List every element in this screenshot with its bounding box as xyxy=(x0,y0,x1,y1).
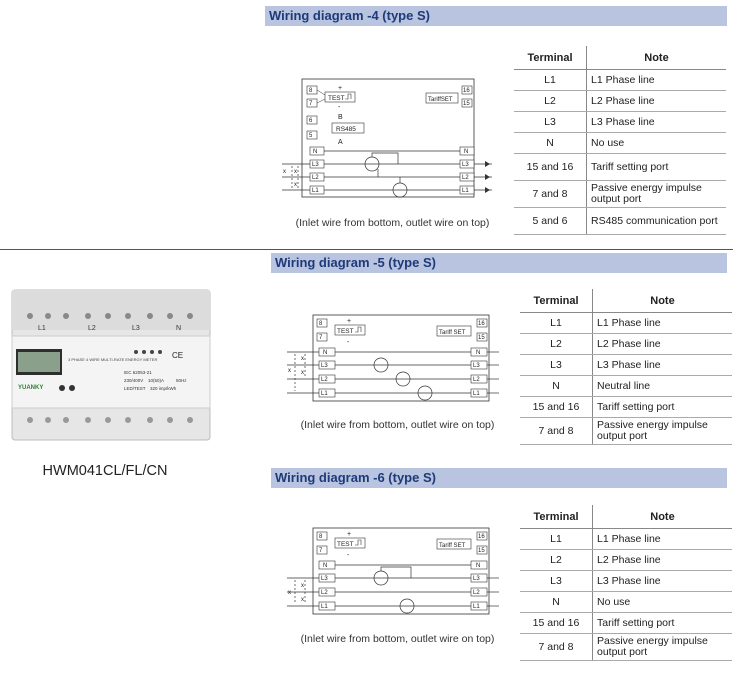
t4-right-n: N xyxy=(464,149,469,155)
svg-text:7: 7 xyxy=(319,548,323,554)
svg-text:L2: L2 xyxy=(473,590,480,596)
t4-right-16: 16 xyxy=(463,88,470,94)
meter-panel-title: 3 PHASE 4 WIRE MULTI-RATE ENERGY METER xyxy=(68,357,158,362)
t4-test-label: TEST xyxy=(328,95,345,102)
terminal-table-6: Terminal Note L1 L1 Phase line L2 L2 Phase line L3 L3 Phase line N No use 15 and 16 Tariff setting port 7 and 8 Passive energy impulse output port xyxy=(520,505,732,661)
section-5-header: Wiring diagram -5 (type S) xyxy=(271,253,727,273)
table-row: N Neutral line xyxy=(520,376,732,397)
svg-text:x: x xyxy=(301,356,304,362)
energy-meter-photo xyxy=(8,286,214,446)
table-row: 7 and 8 Passive energy impulse output port xyxy=(520,634,732,661)
svg-text:L1: L1 xyxy=(321,391,328,397)
svg-text:x: x xyxy=(288,368,291,374)
svg-text:x: x xyxy=(288,590,291,596)
svg-text:N: N xyxy=(476,563,481,569)
svg-text:L3: L3 xyxy=(321,363,328,369)
svg-text:LED/TEST: LED/TEST xyxy=(124,386,146,391)
t4-right-15: 15 xyxy=(463,101,470,107)
table-row: L1 L1 Phase line xyxy=(520,529,732,550)
caption-4: (Inlet wire from bottom, outlet wire on top) xyxy=(295,217,490,229)
wiring-diagram-5 xyxy=(285,314,500,404)
caption-5: (Inlet wire from bottom, outlet wire on top) xyxy=(300,419,495,431)
t4-left-l2: L2 xyxy=(312,175,319,181)
svg-text:L2: L2 xyxy=(321,590,328,596)
table-row: N No use xyxy=(520,592,732,613)
t4-left-6: 6 xyxy=(309,118,313,124)
t4-left-8: 8 xyxy=(309,88,313,94)
meter-label-l3: L3 xyxy=(132,325,140,332)
table-row: 7 and 8 Passive energy impulse output port xyxy=(514,181,726,208)
svg-text:15: 15 xyxy=(478,548,485,554)
svg-text:8: 8 xyxy=(319,321,323,327)
t4-left-5: 5 xyxy=(309,133,313,139)
table-row: L3 L3 Phase line xyxy=(520,571,732,592)
section-divider xyxy=(0,249,733,250)
svg-text:-: - xyxy=(347,552,350,559)
caption-6: (Inlet wire from bottom, outlet wire on top) xyxy=(300,633,495,645)
svg-text:-: - xyxy=(338,104,341,111)
svg-text:L2: L2 xyxy=(473,377,480,383)
svg-text:N: N xyxy=(323,563,328,569)
terminal-table-4: Terminal Note L1 L1 Phase line L2 L2 Phase line L3 L3 Phase line N No use 15 and 16 Tariff setting port 7 and 8 Passive energy impulse output port 5 and 6 RS485 communication port xyxy=(514,46,726,235)
svg-text:x: x xyxy=(283,169,286,175)
table-row: 15 and 16 Tariff setting port xyxy=(514,154,726,181)
table-row: 7 and 8 Passive energy impulse output port xyxy=(520,418,732,445)
terminal-table-5: Terminal Note L1 L1 Phase line L2 L2 Phase line L3 L3 Phase line N Neutral line 15 and 16 Tariff setting port 7 and 8 Passive energy impulse output port xyxy=(520,289,732,445)
table-row: L1 L1 Phase line xyxy=(514,70,726,91)
svg-text:L1: L1 xyxy=(321,604,328,610)
table-row: 15 and 16 Tariff setting port xyxy=(520,613,732,634)
svg-text:A: A xyxy=(338,139,343,146)
svg-text:320 imp/kWh: 320 imp/kWh xyxy=(150,386,177,391)
section-4-header: Wiring diagram -4 (type S) xyxy=(265,6,727,26)
t4-rs485-label: RS485 xyxy=(336,126,356,133)
svg-text:N: N xyxy=(476,350,481,356)
ce-mark: CE xyxy=(172,351,184,360)
t4-right-l2: L2 xyxy=(462,175,469,181)
table-row: N No use xyxy=(514,133,726,154)
svg-text:TEST: TEST xyxy=(337,541,354,548)
product-model: HWM041CL/FL/CN xyxy=(42,463,168,479)
meter-brand: YUANKY xyxy=(18,385,44,391)
t4-left-7: 7 xyxy=(309,101,313,107)
t4-left-n: N xyxy=(313,149,318,155)
meter-label-n: N xyxy=(176,325,182,332)
t4-right-l3: L3 xyxy=(462,162,469,168)
wiring-diagram-4 xyxy=(280,78,495,208)
svg-text:L1: L1 xyxy=(473,391,480,397)
svg-text:Tariff SET: Tariff SET xyxy=(439,543,466,549)
svg-text:230/400V: 230/400V xyxy=(124,378,144,383)
svg-text:+: + xyxy=(338,85,343,92)
meter-label-l2: L2 xyxy=(88,325,96,332)
svg-text:8: 8 xyxy=(319,534,323,540)
table-row: L3 L3 Phase line xyxy=(514,112,726,133)
svg-text:x: x xyxy=(301,597,304,603)
t4-tariff-label: TariffSET xyxy=(428,97,453,103)
svg-text:L3: L3 xyxy=(321,576,328,582)
svg-text:10(50)A: 10(50)A xyxy=(148,378,165,383)
svg-text:x: x xyxy=(301,370,304,376)
svg-text:L2: L2 xyxy=(321,377,328,383)
svg-text:15: 15 xyxy=(478,335,485,341)
svg-text:TEST: TEST xyxy=(337,328,354,335)
table-row: L2 L2 Phase line xyxy=(520,550,732,571)
svg-text:+: + xyxy=(347,531,352,538)
table-row: L1 L1 Phase line xyxy=(520,313,732,334)
svg-text:L3: L3 xyxy=(473,576,480,582)
svg-text:16: 16 xyxy=(478,534,485,540)
t4-left-l3: L3 xyxy=(312,162,319,168)
t4-left-l1: L1 xyxy=(312,188,319,194)
svg-text:IEC 62053-21: IEC 62053-21 xyxy=(124,370,152,375)
svg-text:B: B xyxy=(338,114,343,121)
svg-text:-: - xyxy=(347,339,350,346)
table-row: 5 and 6 RS485 communication port xyxy=(514,208,726,235)
table-row: L3 L3 Phase line xyxy=(520,355,732,376)
svg-text:x: x xyxy=(294,169,297,175)
t4-right-l1: L1 xyxy=(462,188,469,194)
section-6-header: Wiring diagram -6 (type S) xyxy=(271,468,727,488)
svg-text:+: + xyxy=(347,318,352,325)
meter-label-l1: L1 xyxy=(38,325,46,332)
svg-text:L1: L1 xyxy=(473,604,480,610)
table-row: L2 L2 Phase line xyxy=(514,91,726,112)
wiring-diagram-6 xyxy=(285,527,500,617)
svg-text:x: x xyxy=(294,182,297,188)
svg-text:Tariff SET: Tariff SET xyxy=(439,330,466,336)
svg-text:7: 7 xyxy=(319,335,323,341)
svg-text:50Hz: 50Hz xyxy=(176,378,187,383)
svg-text:x: x xyxy=(301,583,304,589)
table-row: L2 L2 Phase line xyxy=(520,334,732,355)
table-row: 15 and 16 Tariff setting port xyxy=(520,397,732,418)
svg-text:L3: L3 xyxy=(473,363,480,369)
svg-text:16: 16 xyxy=(478,321,485,327)
svg-text:N: N xyxy=(323,350,328,356)
